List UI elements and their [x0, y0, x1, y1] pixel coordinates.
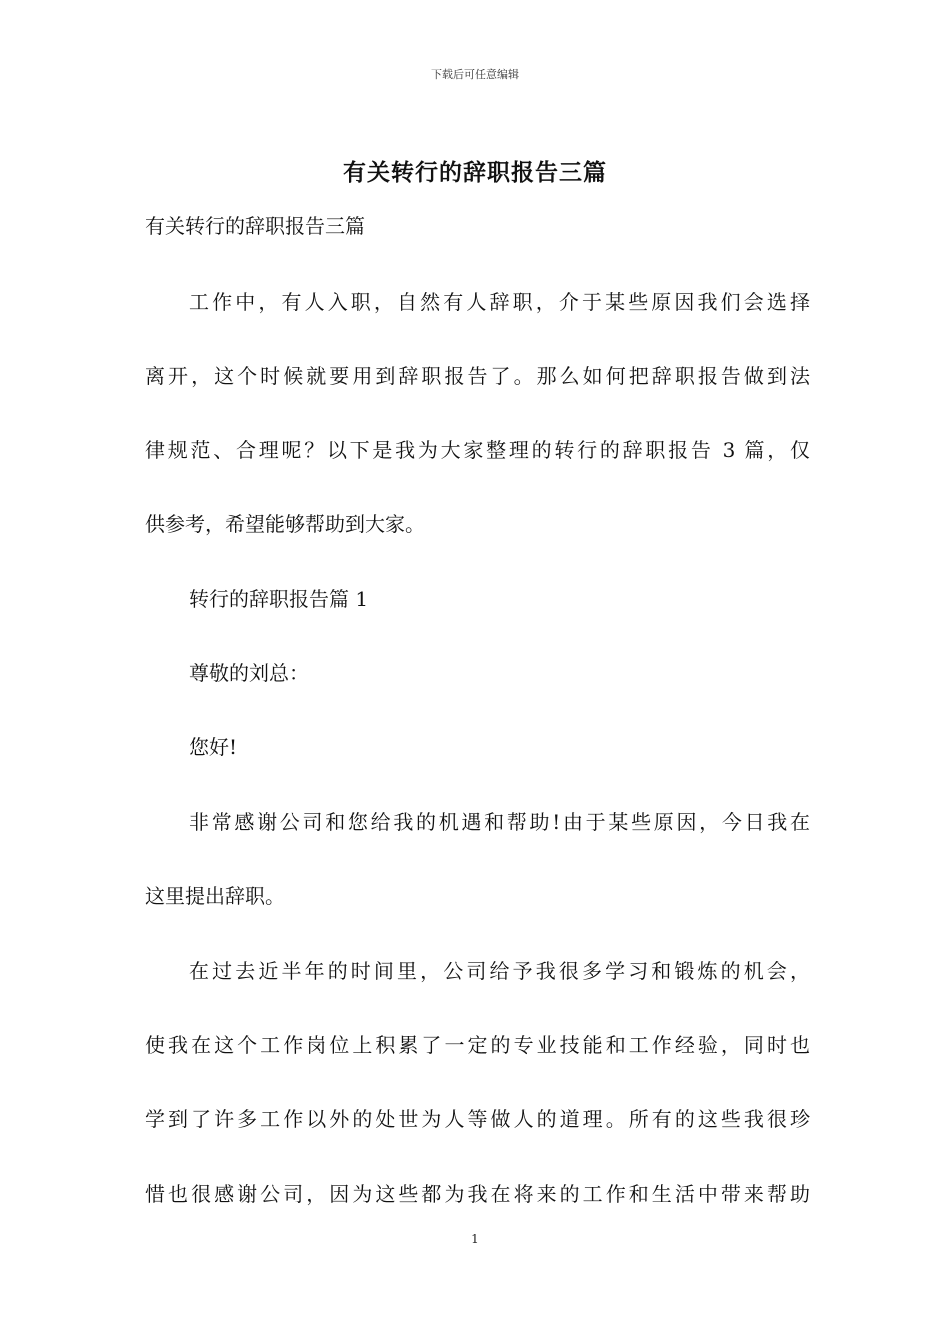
page-number: 1 — [471, 1232, 479, 1246]
document-title: 有关转行的辞职报告三篇 — [343, 159, 607, 186]
greeting: 您好! — [189, 735, 238, 759]
paragraph-line: 这里提出辞职。 — [145, 884, 285, 908]
paragraph-line: 离开，这个时候就要用到辞职报告了。那么如何把辞职报告做到法 — [145, 364, 810, 388]
paragraph-line: 在过去近半年的时间里，公司给予我很多学习和锻炼的机会， — [189, 959, 810, 983]
paragraph-line: 工作中，有人入职，自然有人辞职，介于某些原因我们会选择 — [189, 290, 810, 314]
section-heading: 转行的辞职报告篇 1 — [189, 587, 369, 611]
subtitle-line: 有关转行的辞职报告三篇 — [145, 214, 365, 238]
paragraph-line: 律规范、合理呢？以下是我为大家整理的转行的辞职报告 3 篇，仅 — [145, 438, 810, 462]
paragraph-line: 使我在这个工作岗位上积累了一定的专业技能和工作经验，同时也 — [145, 1033, 810, 1057]
paragraph-line: 学到了许多工作以外的处世为人等做人的道理。所有的这些我很珍 — [145, 1107, 810, 1131]
paragraph-line: 非常感谢公司和您给我的机遇和帮助!由于某些原因，今日我在 — [189, 810, 810, 834]
salutation: 尊敬的刘总： — [189, 661, 309, 685]
paragraph-line: 供参考，希望能够帮助到大家。 — [145, 512, 425, 536]
paragraph-line: 惜也很感谢公司，因为这些都为我在将来的工作和生活中带来帮助 — [145, 1182, 810, 1206]
header-note: 下载后可任意编辑 — [431, 68, 519, 81]
